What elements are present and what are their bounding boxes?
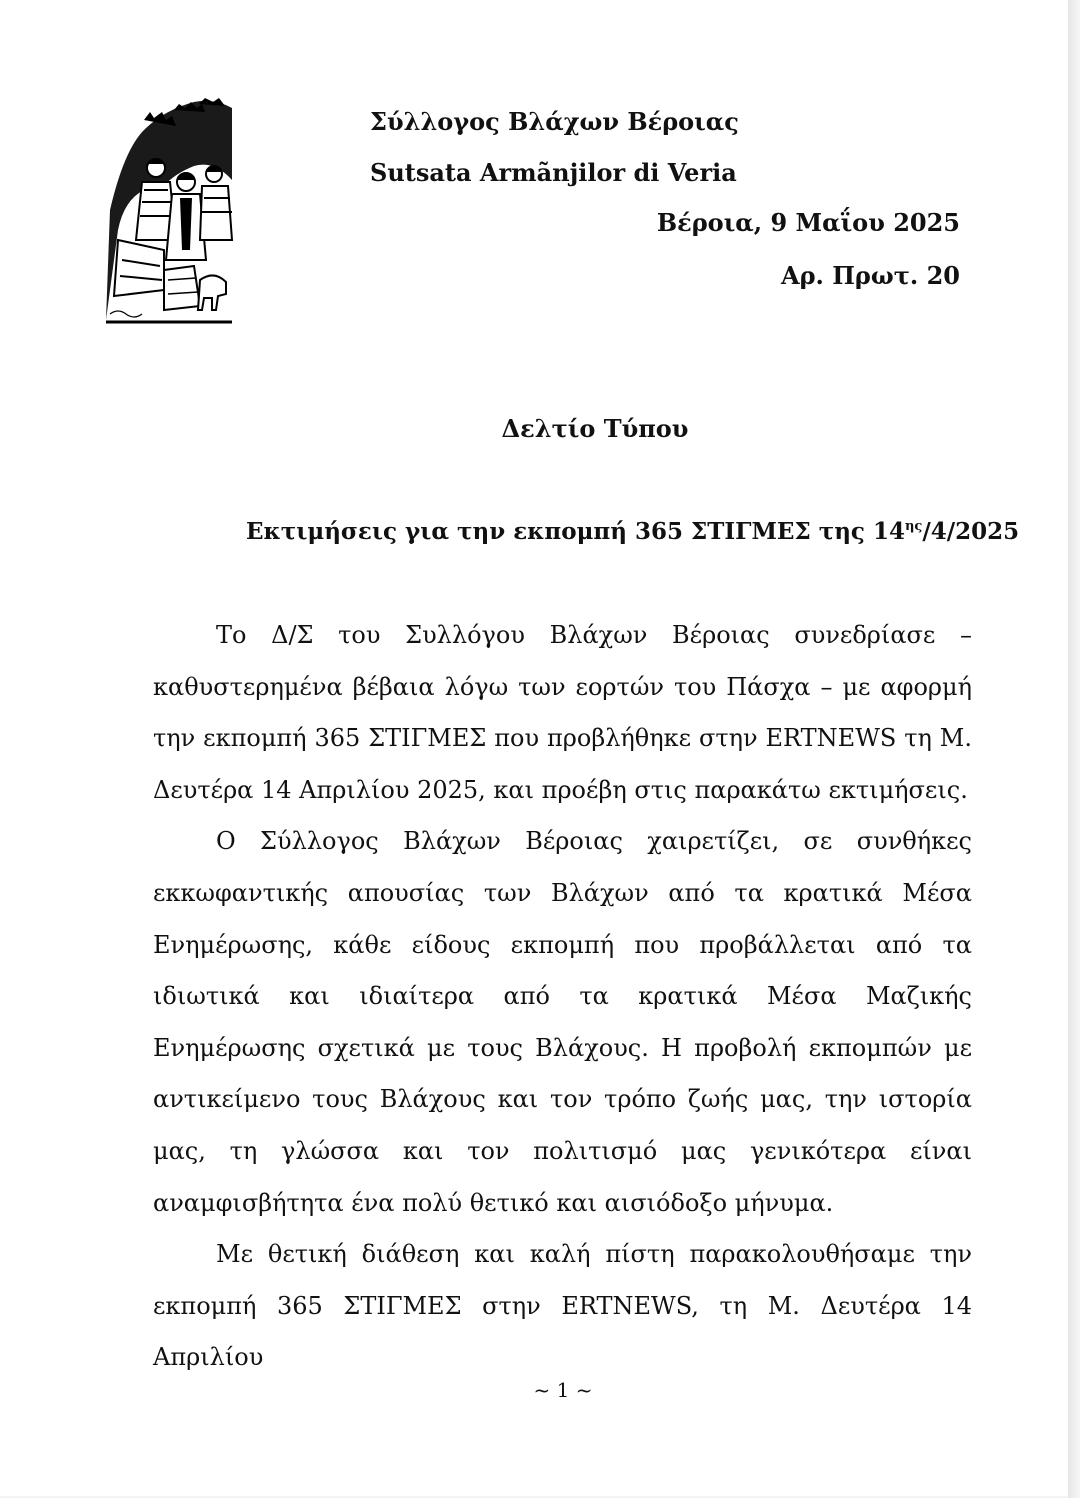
date-line: Βέροια, 9 Μαΐου 2025 <box>656 208 960 237</box>
association-logo-illustration <box>104 90 234 326</box>
subject-superscript: ης <box>904 519 923 534</box>
organization-name-aromanian: Sutsata Armãnjilor di Veria <box>370 158 737 187</box>
protocol-number: Αρ. Πρωτ. 20 <box>780 261 960 290</box>
document-title: Δελτίο Τύπου <box>501 414 689 443</box>
organization-name-greek: Σύλλογος Βλάχων Βέροιας <box>370 107 739 136</box>
body-paragraph: Ο Σύλλογος Βλάχων Βέροιας χαιρετίζει, σε συνθήκες εκκωφαντικής απουσίας των Βλάχων από τα κρατικά Μέσα Ενημέρωσης, κάθε είδους εκπομπή που προβάλλεται από τα ιδιωτικά και ιδιαίτερα από τα κρατικά Μέσα Μαζικής Ενημέρωσης σχετικά με τους Βλάχους. Η προβολή εκπομπών με αντικείμενο τους Βλάχους και τον τρόπο ζωής μας, την ιστορία μας, τη γλώσσα και τον πολιτισμό μας γενικότερα είναι αναμφισβήτητα ένα πολύ θετικό και αισιόδοξο μήνυμα. <box>153 827 972 1217</box>
body-paragraph: Το Δ/Σ του Συλλόγου Βλάχων Βέροιας συνεδρίασε – καθυστερημένα βέβαια λόγω των εορτών του Πάσχα – με αφορμή την εκπομπή 365 ΣΤΙΓΜΕΣ που προβλήθηκε στην ERTNEWS τη Μ. Δευτέρα 14 Απριλίου 2025, και προέβη στις παρακάτω εκτιμήσεις. <box>153 621 972 804</box>
page-edge-shadow <box>1068 0 1080 1498</box>
page-number: ~ 1 ~ <box>533 1378 593 1402</box>
document-body <box>153 610 972 1384</box>
subject-prefix: Εκτιμήσεις για την εκπομπή 365 ΣΤΙΓΜΕΣ της 14 <box>246 518 905 545</box>
subject-suffix: /4/2025 <box>922 518 1020 545</box>
body-paragraph: Με θετική διάθεση και καλή πίστη παρακολουθήσαμε την εκπομπή 365 ΣΤΙΓΜΕΣ στην ERTNEWS, τη Μ. Δευτέρα 14 Απριλίου <box>153 1240 972 1372</box>
document-subject <box>246 518 1019 545</box>
